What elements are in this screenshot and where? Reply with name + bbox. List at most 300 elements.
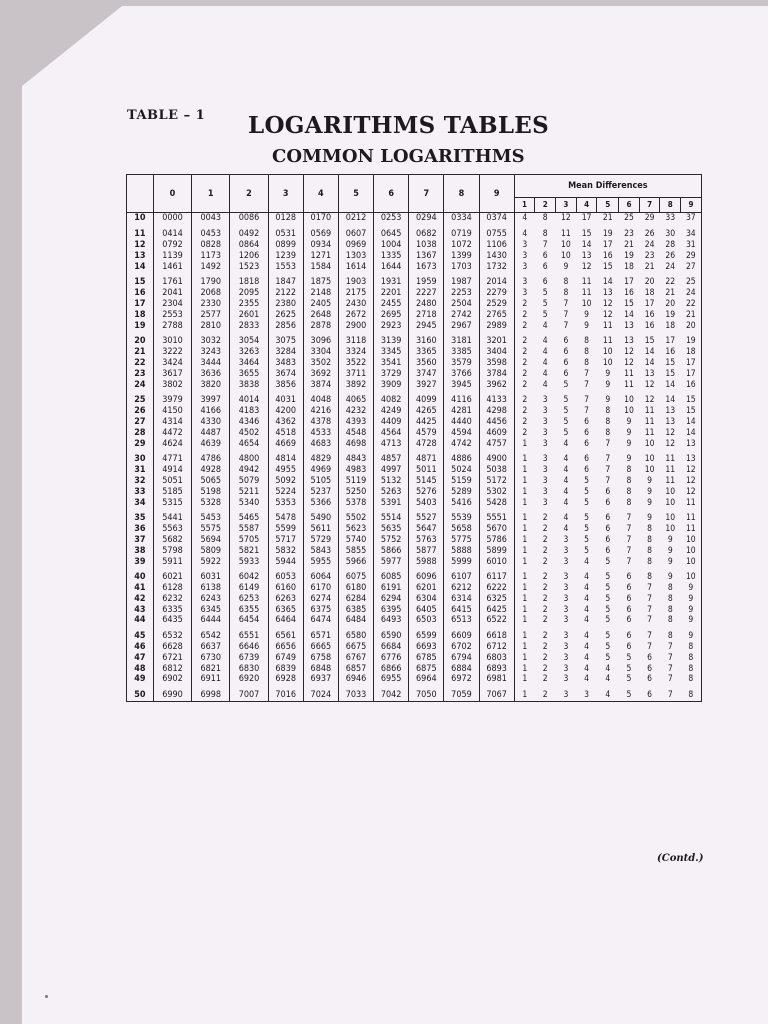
mean-diff-cell: 24 — [681, 288, 702, 299]
row-number: 40 — [127, 567, 154, 583]
mean-diff-cell: 9 — [667, 545, 673, 556]
digit-header-5: 5 — [338, 175, 373, 213]
log-value-cell: 3502 — [303, 358, 338, 369]
log-value-cell: 7016 — [268, 685, 303, 701]
table-row — [127, 535, 702, 546]
table-row — [127, 417, 702, 428]
log-value-cell: 2279 — [479, 288, 514, 299]
digit-header-4: 4 — [303, 175, 338, 213]
mean-diff-cell: 5 — [619, 685, 640, 701]
mean-diff-cell: 7 — [605, 475, 611, 486]
log-value-cell: 2833 — [230, 320, 268, 331]
mean-diff-cell: 5 — [626, 663, 632, 674]
mean-diff-cell: 6 — [584, 427, 589, 438]
mean-diff-cell: 5 — [542, 288, 548, 299]
mean-diff-cell: 4 — [514, 224, 535, 240]
table-row — [127, 240, 702, 251]
log-value-cell: 6637 — [192, 642, 230, 653]
log-value-cell: 6149 — [230, 583, 268, 594]
mean-diff-cell: 10 — [624, 406, 634, 417]
page-header — [0, 0, 768, 200]
log-value-cell: 1004 — [374, 240, 409, 251]
log-value-cell: 6010 — [479, 556, 514, 567]
log-value-cell: 6304 — [409, 594, 444, 605]
mean-diff-cell: 4 — [563, 475, 569, 486]
mean-diff-cell: 1 — [514, 497, 535, 508]
log-value-cell: 6684 — [374, 642, 409, 653]
mean-diff-cell: 13 — [644, 368, 655, 379]
mean-diff-cell: 3 — [542, 406, 548, 417]
mean-diff-cell: 11 — [665, 454, 676, 465]
mean-diff-cell: 3 — [563, 663, 569, 674]
mean-diff-cell: 4 — [584, 642, 589, 653]
log-value-cell: 3541 — [374, 358, 409, 369]
mean-diff-cell: 9 — [584, 320, 589, 331]
mean-diff-cell: 5 — [605, 652, 611, 663]
log-value-cell: 5366 — [303, 497, 338, 508]
log-value-cell: 3692 — [303, 368, 338, 379]
log-value-cell: 1959 — [409, 272, 444, 288]
row-number: 29 — [127, 438, 154, 449]
log-value-cell: 4314 — [153, 417, 191, 428]
log-value-cell: 6355 — [230, 604, 268, 615]
log-value-cell: 3674 — [268, 368, 303, 379]
log-value-cell: 4346 — [230, 417, 268, 428]
log-value-cell: 2742 — [444, 309, 479, 320]
log-value-cell: 5705 — [230, 535, 268, 546]
log-value-cell: 6928 — [268, 674, 303, 685]
log-value-cell: 4624 — [153, 438, 191, 449]
log-value-cell: 5340 — [230, 497, 268, 508]
table-row — [127, 368, 702, 379]
row-number: 12 — [127, 240, 154, 251]
log-value-cell: 6522 — [479, 615, 514, 626]
log-value-cell: 1553 — [268, 261, 303, 272]
mean-diff-cell: 12 — [581, 261, 592, 272]
mean-diff-cell: 2 — [542, 593, 548, 604]
log-value-cell: 0170 — [303, 213, 338, 224]
mean-diff-cell: 6 — [542, 277, 548, 288]
log-value-cell: 5988 — [409, 556, 444, 567]
mean-diff-cell: 6 — [563, 336, 569, 347]
mean-diff-cell: 2 — [542, 572, 548, 583]
mean-diff-cell: 8 — [647, 534, 653, 545]
log-value-cell: 3139 — [374, 331, 409, 347]
mean-diff-cell: 29 — [681, 250, 702, 261]
mean-diff-cell: 10 — [624, 395, 634, 406]
log-value-cell: 5717 — [268, 535, 303, 546]
mean-diff-cell: 1 — [514, 615, 535, 626]
mean-diff-cell: 10 — [581, 298, 592, 309]
log-value-cell: 5263 — [374, 486, 409, 497]
log-value-cell: 4533 — [303, 427, 338, 438]
log-value-cell: 6972 — [444, 674, 479, 685]
log-value-cell: 6571 — [303, 626, 338, 642]
mean-diff-cell: 15 — [681, 390, 702, 406]
log-value-cell: 2577 — [192, 309, 230, 320]
table-row — [127, 427, 702, 438]
mean-diff-cell: 1 — [514, 545, 535, 556]
log-value-cell: 4216 — [303, 406, 338, 417]
log-value-cell: 5011 — [409, 465, 444, 476]
mean-diff-cell: 3 — [514, 261, 535, 272]
log-value-cell: 4425 — [409, 417, 444, 428]
mean-diff-cell: 11 — [602, 320, 613, 331]
log-value-cell: 4564 — [374, 427, 409, 438]
mean-diff-cell: 3 — [514, 288, 535, 299]
mean-diff-cell: 8 — [626, 475, 632, 486]
mean-diff-cell: 4 — [563, 497, 569, 508]
log-value-cell: 1875 — [303, 272, 338, 288]
log-value-cell: 7007 — [230, 685, 268, 701]
log-value-cell: 5635 — [374, 524, 409, 535]
log-value-cell: 1847 — [268, 272, 303, 288]
mean-diff-cell: 20 — [665, 298, 676, 309]
mean-diff-cell: 16 — [602, 250, 613, 261]
mean-diff-cell: 2 — [514, 427, 535, 438]
mean-diff-cell: 21 — [602, 213, 613, 224]
log-value-cell: 6274 — [303, 594, 338, 605]
row-number: 31 — [127, 465, 154, 476]
mean-diff-cell: 12 — [624, 347, 634, 358]
log-value-cell: 2253 — [444, 288, 479, 299]
log-value-cell: 6964 — [409, 674, 444, 685]
mean-diff-cell: 2 — [514, 309, 535, 320]
log-value-cell: 7042 — [374, 685, 409, 701]
row-number: 50 — [127, 685, 154, 701]
mean-diff-cell: 7 — [667, 652, 673, 663]
row-number: 15 — [127, 272, 154, 288]
log-value-cell: 5391 — [374, 497, 409, 508]
mean-diff-cell: 3 — [576, 685, 597, 701]
mean-diff-cell: 6 — [626, 593, 632, 604]
row-number: 33 — [127, 486, 154, 497]
log-value-cell: 1072 — [444, 240, 479, 251]
log-value-cell: 6998 — [192, 685, 230, 701]
mean-diff-cell: 8 — [667, 615, 673, 626]
mean-diff-cell: 8 — [563, 277, 569, 288]
mean-diff-cell: 5 — [626, 674, 632, 685]
log-value-cell: 3075 — [268, 331, 303, 347]
mean-diff-cell: 14 — [665, 379, 676, 390]
log-value-cell: 6075 — [338, 567, 373, 583]
mean-diff-cell: 11 — [681, 524, 702, 535]
log-value-cell: 6675 — [338, 642, 373, 653]
mean-diff-cell: 1 — [514, 556, 535, 567]
mean-diff-cell: 14 — [624, 309, 634, 320]
log-value-cell: 0719 — [444, 224, 479, 240]
mean-diff-cell: 12 — [561, 213, 571, 224]
log-value-cell: 1614 — [338, 261, 373, 272]
mean-diff-cell: 11 — [602, 336, 613, 347]
log-value-cell: 0864 — [230, 240, 268, 251]
log-value-cell: 2068 — [192, 288, 230, 299]
mean-diff-cell: 5 — [542, 298, 548, 309]
mean-diff-cell: 3 — [563, 674, 569, 685]
row-number: 39 — [127, 556, 154, 567]
log-value-cell: 6405 — [409, 604, 444, 615]
log-value-cell: 2967 — [444, 320, 479, 331]
mean-diff-cell: 13 — [681, 438, 702, 449]
row-number: 41 — [127, 583, 154, 594]
mean-diff-cell: 21 — [665, 288, 676, 299]
log-value-cell: 2430 — [338, 299, 373, 310]
mean-diff-cell: 8 — [605, 427, 611, 438]
mean-diff-cell: 4 — [584, 604, 589, 615]
table-row — [127, 261, 702, 272]
mean-diff-cell: 37 — [681, 213, 702, 224]
log-value-cell: 5315 — [153, 497, 191, 508]
mean-diff-cell: 21 — [644, 261, 655, 272]
mean-diff-cell: 11 — [681, 497, 702, 508]
mean-diff-cell: 5 — [605, 604, 611, 615]
table-row — [127, 213, 702, 224]
log-value-cell: 4742 — [444, 438, 479, 449]
log-value-cell: 1335 — [374, 250, 409, 261]
log-value-cell: 0682 — [409, 224, 444, 240]
row-number: 13 — [127, 250, 154, 261]
log-value-cell: 6911 — [192, 674, 230, 685]
log-value-cell: 6920 — [230, 674, 268, 685]
mean-diff-cell: 2 — [542, 556, 548, 567]
table-row — [127, 524, 702, 535]
mean-diff-cell: 9 — [667, 556, 673, 567]
mean-diff-cell: 2 — [542, 663, 548, 674]
mean-diff-cell: 3 — [563, 593, 569, 604]
mean-diff-cell: 17 — [602, 239, 613, 250]
log-value-cell: 2648 — [303, 309, 338, 320]
log-value-cell: 3032 — [192, 331, 230, 347]
table-row — [127, 486, 702, 497]
mean-diff-cell: 9 — [626, 416, 632, 427]
mean-diff-cell: 7 — [626, 513, 632, 524]
mean-diff-cell: 3 — [563, 642, 569, 653]
mean-diff-cell: 16 — [681, 379, 702, 390]
log-value-cell: 1732 — [479, 261, 514, 272]
mean-diff-cell: 2 — [535, 685, 556, 701]
mean-diff-cell: 15 — [644, 336, 655, 347]
log-value-cell: 4713 — [374, 438, 409, 449]
log-value-cell: 6484 — [338, 615, 373, 626]
mean-diff-cell: 26 — [665, 250, 676, 261]
log-value-cell: 4771 — [153, 449, 191, 465]
mean-diff-cell: 1 — [514, 594, 535, 605]
log-value-cell: 2923 — [374, 320, 409, 331]
mean-diff-header-3: 3 — [556, 198, 577, 213]
log-value-cell: 6170 — [303, 583, 338, 594]
mean-diff-cell: 18 — [644, 288, 655, 299]
log-value-cell: 2014 — [479, 272, 514, 288]
mean-diff-cell: 10 — [602, 347, 613, 358]
mean-diff-cell: 3 — [563, 572, 569, 583]
mean-diff-cell: 4 — [542, 368, 548, 379]
mean-diff-cell: 16 — [644, 309, 655, 320]
log-value-cell: 6513 — [444, 615, 479, 626]
mean-diff-cell: 17 — [644, 298, 655, 309]
mean-diff-cell: 2 — [542, 604, 548, 615]
log-value-cell: 6590 — [374, 626, 409, 642]
mean-diff-cell: 1 — [514, 642, 535, 653]
log-value-cell: 4116 — [444, 390, 479, 406]
table-row — [127, 545, 702, 556]
log-value-cell: 5441 — [153, 508, 191, 524]
log-value-cell: 3263 — [230, 347, 268, 358]
log-value-cell: 0492 — [230, 224, 268, 240]
mean-diff-cell: 12 — [681, 486, 702, 497]
mean-diff-cell: 33 — [665, 213, 676, 224]
table-label: TABLE – 1 — [127, 108, 206, 123]
log-value-cell: 5623 — [338, 524, 373, 535]
log-value-cell: 0374 — [479, 213, 514, 224]
table-row — [127, 497, 702, 508]
mean-diff-cell: 3 — [542, 454, 548, 465]
mean-diff-cell: 3 — [514, 250, 535, 261]
log-value-cell: 6542 — [192, 626, 230, 642]
mean-diff-cell: 9 — [681, 615, 702, 626]
mean-diff-cell: 4 — [605, 663, 611, 674]
log-value-cell: 5453 — [192, 508, 230, 524]
digit-header-3: 3 — [268, 175, 303, 213]
mean-diff-cell: 9 — [667, 572, 673, 583]
log-value-cell: 1461 — [153, 261, 191, 272]
log-value-cell: 1271 — [303, 250, 338, 261]
mean-diff-cell: 2 — [542, 631, 548, 642]
mean-diff-cell: 6 — [563, 347, 569, 358]
log-value-cell: 3054 — [230, 331, 268, 347]
log-value-cell: 6599 — [409, 626, 444, 642]
mean-diff-cell: 12 — [665, 438, 676, 449]
mean-diff-cell: 5 — [584, 524, 589, 535]
log-value-cell: 0607 — [338, 224, 373, 240]
log-value-cell: 6232 — [153, 594, 191, 605]
log-value-cell: 4800 — [230, 449, 268, 465]
mean-diff-cell: 2 — [514, 347, 535, 358]
table-row — [127, 347, 702, 358]
log-value-cell: 1931 — [374, 272, 409, 288]
table-row — [127, 642, 702, 653]
log-value-cell: 4099 — [409, 390, 444, 406]
mean-diff-cell: 4 — [542, 379, 548, 390]
log-value-cell: 2718 — [409, 309, 444, 320]
log-value-cell: 2227 — [409, 288, 444, 299]
log-value-cell: 6866 — [374, 663, 409, 674]
log-value-cell: 4639 — [192, 438, 230, 449]
log-value-cell: 6749 — [268, 652, 303, 663]
log-value-cell: 6739 — [230, 652, 268, 663]
mean-diff-cell: 9 — [667, 534, 673, 545]
log-value-cell: 1303 — [338, 250, 373, 261]
mean-diff-cell: 1 — [514, 604, 535, 615]
mean-diff-cell: 10 — [665, 497, 676, 508]
log-value-cell: 6243 — [192, 594, 230, 605]
log-value-cell: 6946 — [338, 674, 373, 685]
mean-diff-cell: 3 — [563, 545, 569, 556]
mean-diff-cell: 12 — [602, 298, 613, 309]
mean-diff-cell: 7 — [667, 663, 673, 674]
log-value-cell: 5575 — [192, 524, 230, 535]
log-value-cell: 2989 — [479, 320, 514, 331]
mean-diff-cell: 1 — [514, 449, 535, 465]
log-value-cell: 4594 — [444, 427, 479, 438]
log-value-cell: 0645 — [374, 224, 409, 240]
row-number: 42 — [127, 594, 154, 605]
log-value-cell: 2900 — [338, 320, 373, 331]
mean-diff-cell: 3 — [542, 465, 548, 476]
log-value-cell: 5539 — [444, 508, 479, 524]
log-value-cell: 4409 — [374, 417, 409, 428]
mean-diff-cell: 7 — [647, 615, 653, 626]
mean-diff-cell: 3 — [542, 486, 548, 497]
mean-diff-cell: 8 — [626, 465, 632, 476]
mean-diff-cell: 4 — [584, 631, 589, 642]
mean-diff-cell: 8 — [667, 604, 673, 615]
mean-diff-cell: 6 — [647, 674, 653, 685]
table-row — [127, 390, 702, 406]
log-value-cell: 1430 — [479, 250, 514, 261]
log-value-cell: 5977 — [374, 556, 409, 567]
mean-diff-cell: 2 — [542, 545, 548, 556]
mean-diff-cell: 1 — [514, 652, 535, 663]
log-value-cell: 1239 — [268, 250, 303, 261]
log-value-cell: 3711 — [338, 368, 373, 379]
log-value-cell: 5159 — [444, 476, 479, 487]
log-value-cell: 6314 — [444, 594, 479, 605]
table-body — [127, 213, 702, 702]
mean-diff-cell: 8 — [563, 288, 569, 299]
mean-diff-cell: 2 — [542, 524, 548, 535]
log-value-cell: 3655 — [230, 368, 268, 379]
log-value-cell: 6053 — [268, 567, 303, 583]
mean-diff-cell: 6 — [639, 685, 660, 701]
mean-diff-cell: 19 — [681, 331, 702, 347]
log-value-cell: 6345 — [192, 604, 230, 615]
log-value-cell: 6830 — [230, 663, 268, 674]
log-value-cell: 4983 — [338, 465, 373, 476]
log-value-cell: 2529 — [479, 299, 514, 310]
mean-diff-cell: 4 — [584, 583, 589, 594]
mean-diff-cell: 7 — [626, 524, 632, 535]
log-value-cell: 5587 — [230, 524, 268, 535]
mean-diff-cell: 8 — [584, 347, 589, 358]
log-value-cell: 5250 — [338, 486, 373, 497]
log-value-cell: 4281 — [444, 406, 479, 417]
log-value-cell: 5658 — [444, 524, 479, 535]
mean-diff-cell: 2 — [514, 331, 535, 347]
log-value-cell: 1644 — [374, 261, 409, 272]
log-value-cell: 5079 — [230, 476, 268, 487]
log-value-cell: 7059 — [444, 685, 479, 701]
log-value-cell: 6385 — [338, 604, 373, 615]
mean-diff-cell: 6 — [584, 438, 589, 449]
log-value-cell: 6561 — [268, 626, 303, 642]
log-value-cell: 6628 — [153, 642, 191, 653]
mean-diff-cell: 4 — [584, 674, 589, 685]
mean-diff-cell: 9 — [626, 427, 632, 438]
log-value-cell: 6665 — [303, 642, 338, 653]
log-value-cell: 3522 — [338, 358, 373, 369]
log-value-cell: 3324 — [338, 347, 373, 358]
row-number: 35 — [127, 508, 154, 524]
mean-diff-cell: 13 — [624, 320, 634, 331]
mean-diff-cell: 4 — [514, 213, 535, 224]
log-value-cell: 6395 — [374, 604, 409, 615]
mean-diff-cell: 1 — [514, 663, 535, 674]
log-value-cell: 6064 — [303, 567, 338, 583]
log-value-cell: 6425 — [479, 604, 514, 615]
page-subtitle: COMMON LOGARITHMS — [272, 146, 525, 167]
log-value-cell: 3747 — [409, 368, 444, 379]
mean-diff-cell: 24 — [644, 239, 655, 250]
